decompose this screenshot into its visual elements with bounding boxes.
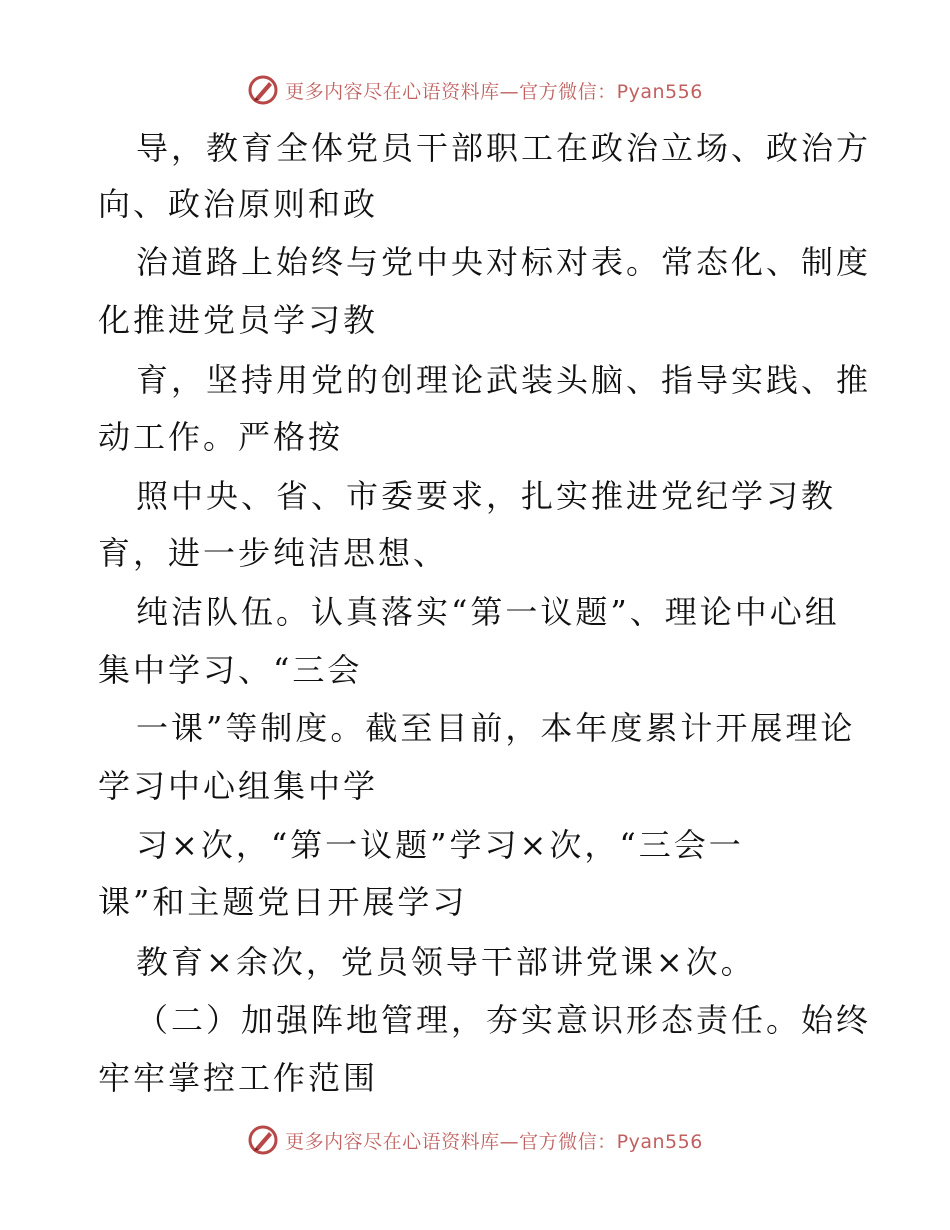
body-line: 治道路上始终与党中央对标对表。常态化、制度 <box>136 243 872 281</box>
pen-circle-logo-icon <box>247 74 279 106</box>
body-line: 牢牢掌控工作范围 <box>98 1059 379 1097</box>
body-line: 学习中心组集中学 <box>98 767 379 805</box>
body-line: 育，坚持用党的创理论武装头脑、指导实践、推 <box>136 361 872 399</box>
body-line: （二）加强阵地管理，夯实意识形态责任。始终 <box>136 1001 872 1039</box>
body-line: 向、政治原则和政 <box>98 185 379 223</box>
body-line: 课”和主题党日开展学习 <box>98 883 468 921</box>
header-banner <box>0 70 950 110</box>
body-line: 习×次，“第一议题”学习×次，“三会一 <box>136 826 744 864</box>
body-line: 照中央、省、市委要求，扎实推进党纪学习教 <box>136 477 837 515</box>
banner-text: 更多内容尽在心语资料库—官方微信：Pyan556 <box>285 80 703 103</box>
body-line: 动工作。严格按 <box>98 418 344 456</box>
body-line: 一课”等制度。截至目前，本年度累计开展理论 <box>136 709 856 747</box>
body-line: 化推进党员学习教 <box>98 301 379 339</box>
body-line: 纯洁队伍。认真落实“第一议题”、理论中心组 <box>136 593 840 631</box>
footer-banner <box>0 1120 950 1160</box>
body-line: 集中学习、“三会 <box>98 651 363 689</box>
body-line: 教育×余次，党员领导干部讲党课×次。 <box>136 943 756 981</box>
banner-text: 更多内容尽在心语资料库—官方微信：Pyan556 <box>285 1130 703 1153</box>
body-line: 导，教育全体党员干部职工在政治立场、政治方 <box>136 129 872 167</box>
pen-circle-logo-icon <box>247 1124 279 1156</box>
body-line: 育，进一步纯洁思想、 <box>98 534 449 572</box>
